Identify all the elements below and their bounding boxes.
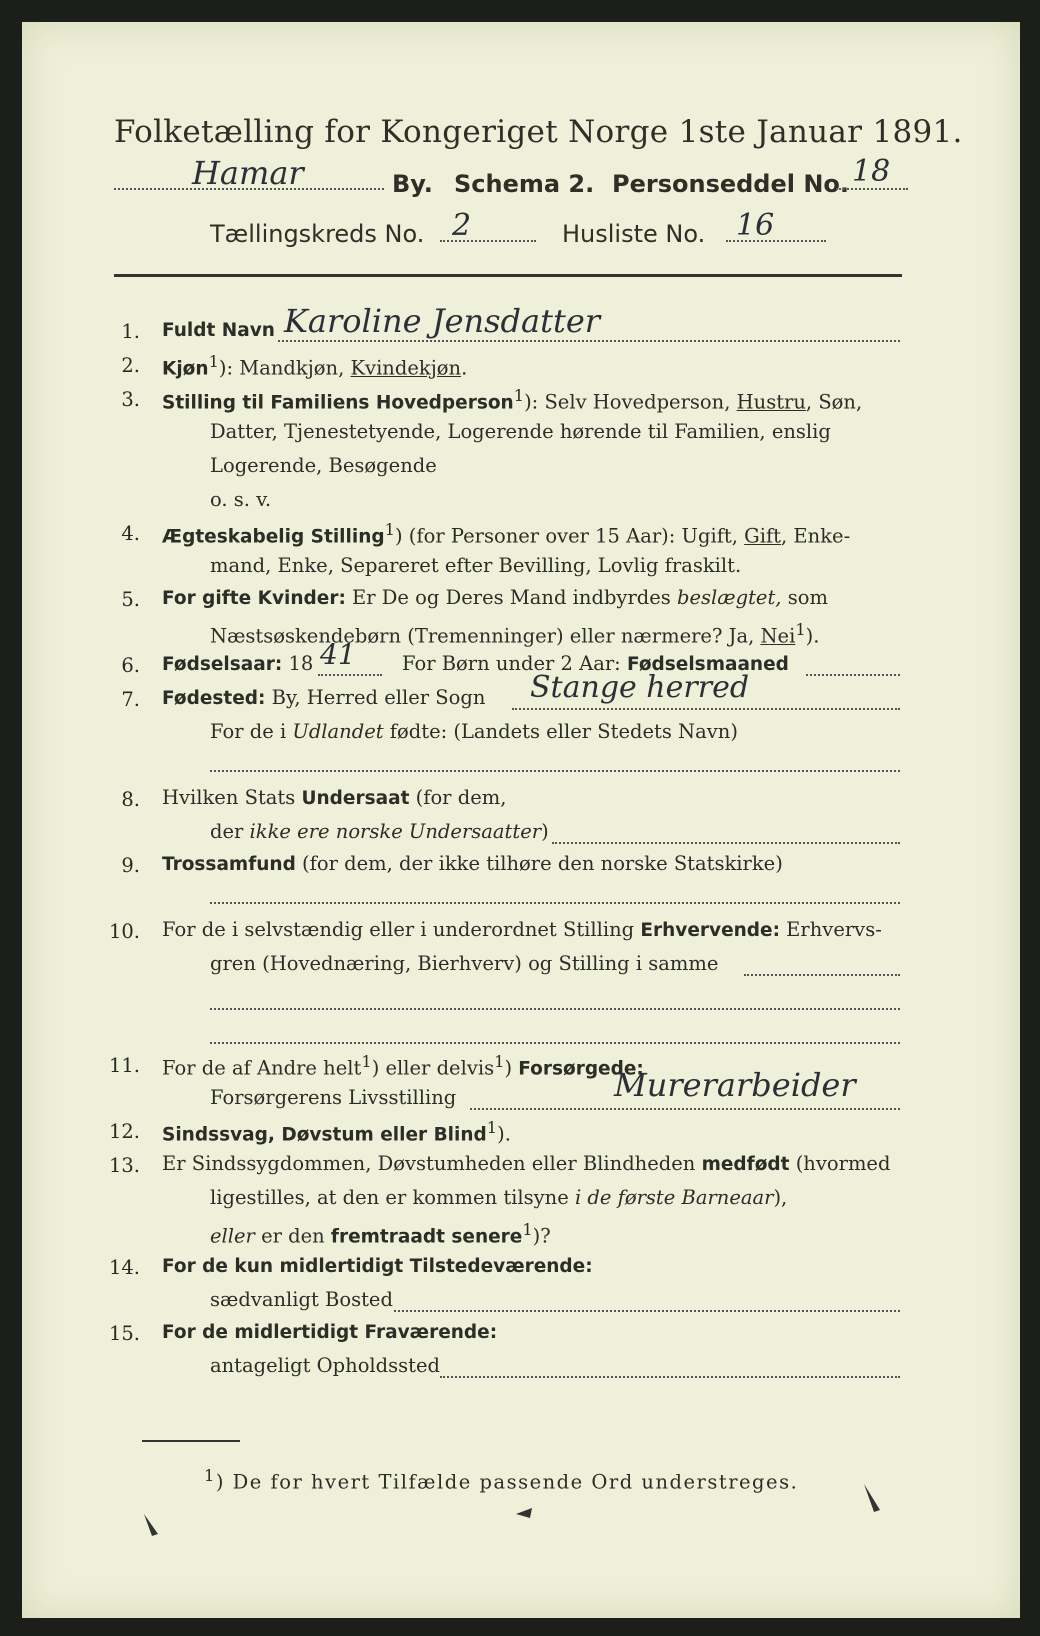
item-13-line-2a: ligestilles, at den er kommen tilsyne — [210, 1186, 575, 1209]
item-2-end: . — [461, 356, 468, 380]
item-5-line-2-text: Næstsøskendebørn (Tremenninger) eller nærmere? Ja, — [210, 624, 761, 648]
register-mark-right-icon — [860, 1480, 890, 1520]
by-label: By. — [392, 170, 433, 198]
item-15-number: 15. — [108, 1322, 140, 1345]
item-1-label — [162, 318, 275, 341]
item-13-line-1b: (hvormed — [789, 1152, 891, 1175]
kreds-label: Tællingskreds No. — [210, 220, 425, 248]
item-11-label: Forsørgede: — [518, 1058, 644, 1080]
item-5-selected: Nei — [760, 624, 796, 648]
item-5-question: Er De og Deres Mand indbyrdes — [345, 586, 677, 609]
item-6-label: Fødselsaar: — [162, 654, 283, 675]
item-3-line-1 — [162, 386, 862, 414]
husliste-no: 16 — [736, 208, 775, 243]
item-1-name-value: Karoline Jensdatter — [284, 302, 601, 340]
item-9-rest: (for dem, der ikke tilhøre den norske Statskirke) — [295, 852, 783, 875]
item-5-label: For gifte Kvinder: — [162, 588, 346, 609]
item-11-line-1a: For de af Andre helt — [162, 1056, 362, 1080]
item-11-sup-2: 1 — [494, 1052, 505, 1071]
item-7-line-2b: fødte: (Landets eller Stedets Navn) — [383, 720, 738, 743]
item-10-line-1a: For de i selvstændig eller i underordnet Stilling — [162, 918, 641, 941]
item-4-line-1 — [162, 520, 850, 548]
item-7-dotted-line — [512, 708, 900, 710]
item-13-line-2 — [210, 1186, 787, 1209]
item-2-label: Kjøn — [162, 358, 209, 380]
item-10-label: Erhvervende: — [640, 920, 780, 941]
item-5-line-1 — [162, 586, 828, 609]
item-10-line-2: gren (Hovednæring, Bierhverv) og Stilling i samme — [210, 952, 719, 975]
item-3-selected: Hustru — [736, 390, 806, 414]
item-10-dotted-line-3 — [210, 1042, 900, 1044]
item-2-selected: Kvindekjøn — [350, 356, 462, 380]
item-6-dotted-line — [318, 674, 382, 676]
personseddel-label: Personseddel No. — [612, 170, 850, 198]
item-3-label: Stilling til Familiens Hovedperson — [162, 392, 514, 414]
item-2-options: ): Mandkjøn, — [218, 356, 351, 380]
footnote — [204, 1466, 798, 1494]
item-5-italic: beslægtet, — [677, 586, 782, 609]
item-8-line-2b: ) — [541, 820, 549, 843]
item-1-number: 1. — [121, 320, 140, 343]
item-7-line-2 — [210, 720, 738, 743]
item-7-line-2a: For de i — [210, 720, 293, 743]
item-11-line-1 — [162, 1052, 644, 1080]
item-12-end: ). — [497, 1122, 511, 1146]
item-8-label: Undersaat — [301, 788, 410, 809]
schema-label: Schema 2. — [454, 170, 595, 198]
item-6-rest: For Børn under 2 Aar: — [402, 652, 627, 675]
item-14-dotted-line — [394, 1310, 900, 1312]
item-4-line-2: mand, Enke, Separeret efter Bevilling, Lovlig fraskilt. — [210, 554, 742, 577]
item-4-options: ) (for Personer over 15 Aar): Ugift, — [394, 524, 745, 548]
item-11-line-2: Forsørgerens Livsstilling — [210, 1086, 457, 1109]
item-14-label: For de kun midlertidigt Tilstedeværende: — [162, 1256, 593, 1277]
item-13-line-3a: er den — [254, 1224, 331, 1248]
husliste-label: Husliste No. — [562, 220, 706, 248]
item-14-number: 14. — [108, 1256, 140, 1279]
item-13-label: medfødt — [701, 1154, 790, 1175]
item-8-line-2-italic: ikke ere norske Undersaatter — [249, 820, 542, 843]
item-4-sup: 1 — [384, 520, 395, 539]
item-12-sup: 1 — [486, 1118, 498, 1137]
item-5-sup: 1 — [795, 620, 806, 639]
footnote-text: ) De for hvert Tilfælde passende Ord understreges. — [215, 1470, 799, 1494]
item-11-sup-1: 1 — [361, 1052, 372, 1071]
item-8-line-2 — [210, 820, 549, 843]
item-7-number: 7. — [121, 688, 140, 711]
item-1-dotted-line — [278, 340, 900, 342]
item-3-number: 3. — [121, 388, 140, 411]
item-7-line-1 — [162, 686, 485, 709]
item-7-line-2-italic: Udlandet — [292, 720, 384, 743]
census-form — [22, 22, 1020, 1618]
item-10-line-1 — [162, 918, 882, 941]
register-mark-center-icon — [510, 1494, 540, 1524]
item-9-label: Trossamfund — [162, 854, 296, 875]
item-15-line-2: antageligt Opholdssted — [210, 1354, 441, 1377]
item-11-line-1c: ) — [504, 1056, 519, 1080]
item-13-sup: 1 — [522, 1220, 533, 1239]
item-8-line-2a: der — [210, 820, 250, 843]
item-8-number: 8. — [121, 788, 140, 811]
item-12-number: 12. — [108, 1120, 140, 1143]
register-mark-left-icon — [140, 1510, 170, 1546]
item-6-prefix: 18 — [282, 652, 314, 675]
item-3-line-4: o. s. v. — [210, 488, 272, 511]
item-13-line-2-italic: i de første Barneaar — [574, 1186, 774, 1209]
item-10-number: 10. — [108, 920, 140, 943]
item-7-label: Fødested: — [162, 688, 266, 709]
item-5-number: 5. — [121, 588, 140, 611]
item-7-birthplace-value: Stange herred — [530, 670, 750, 705]
item-13-line-2b: ), — [773, 1186, 788, 1209]
item-9-number: 9. — [121, 854, 140, 877]
item-10-dotted-line — [744, 974, 900, 976]
item-13-end: )? — [532, 1224, 551, 1248]
item-15-dotted-line — [440, 1376, 900, 1378]
footnote-sup: 1 — [204, 1466, 216, 1485]
item-8-line-1a: Hvilken Stats — [162, 786, 302, 809]
footnote-rule — [142, 1440, 240, 1442]
item-11-dotted-line — [470, 1108, 900, 1110]
item-11-occupation-value: Murerarbeider — [614, 1066, 856, 1104]
kreds-no: 2 — [452, 208, 472, 243]
item-6-year-value: 41 — [320, 638, 356, 671]
item-13-line-1a: Er Sindssygdommen, Døvstumheden eller Blindheden — [162, 1152, 702, 1175]
item-14-line-1 — [162, 1254, 593, 1277]
item-7-dotted-line-2 — [210, 770, 900, 772]
item-4-number: 4. — [121, 522, 140, 545]
item-2-number: 2. — [121, 354, 140, 377]
item-6-line — [162, 652, 313, 675]
item-5-question-2: som — [781, 586, 828, 609]
item-3-sup: 1 — [513, 386, 525, 405]
item-6-dotted-line-2 — [806, 674, 900, 676]
item-6-number: 6. — [121, 654, 140, 677]
item-11-number: 11. — [108, 1054, 140, 1077]
item-2-line — [162, 352, 467, 380]
item-8-dotted-line — [552, 842, 900, 844]
item-11-line-1b: ) eller delvis — [371, 1056, 495, 1080]
item-4-selected: Gift — [744, 524, 782, 548]
item-10-dotted-line-2 — [210, 1008, 900, 1010]
item-12-line — [162, 1118, 511, 1146]
item-13-number: 13. — [108, 1154, 140, 1177]
item-10-line-1b: Erhvervs- — [779, 918, 882, 941]
item-13-line-1 — [162, 1152, 890, 1175]
item-9-line — [162, 852, 783, 875]
header-rule — [114, 274, 902, 277]
item-4-options-2: , Enke- — [781, 524, 851, 548]
item-15-label: For de midlertidigt Fraværende: — [162, 1322, 498, 1343]
by-handwritten: Hamar — [192, 154, 304, 192]
item-8-line-1 — [162, 786, 506, 809]
item-1-label-text: Fuldt Navn — [162, 320, 275, 341]
item-3-options-2: , Søn, — [805, 390, 863, 414]
item-13-line-3-italic: eller — [210, 1224, 255, 1248]
item-3-options: ): Selv Hovedperson, — [524, 390, 737, 414]
item-5-line-2 — [210, 620, 819, 648]
item-5-end: ). — [805, 624, 820, 648]
item-2-sup: 1 — [208, 352, 219, 371]
item-7-rest: By, Herred eller Sogn — [265, 686, 486, 709]
item-3-line-2: Datter, Tjenestetyende, Logerende hørende til Familien, enslig — [210, 420, 831, 443]
item-9-dotted-line — [210, 902, 900, 904]
item-15-line-1 — [162, 1320, 497, 1343]
item-13-label-2: fremtraadt senere — [330, 1226, 523, 1248]
item-14-line-2: sædvanligt Bosted — [210, 1288, 393, 1311]
item-4-label: Ægteskabelig Stilling — [162, 526, 385, 548]
item-13-line-3 — [210, 1220, 551, 1248]
item-3-line-3: Logerende, Besøgende — [210, 454, 437, 477]
personseddel-no: 18 — [852, 154, 891, 189]
item-12-label: Sindssvag, Døvstum eller Blind — [162, 1124, 487, 1146]
form-title: Folketælling for Kongeriget Norge 1ste Januar 1891. — [114, 114, 963, 150]
item-8-line-1b: (for dem, — [409, 786, 507, 809]
item-6-label-2: Fødselsmaaned — [626, 654, 789, 675]
